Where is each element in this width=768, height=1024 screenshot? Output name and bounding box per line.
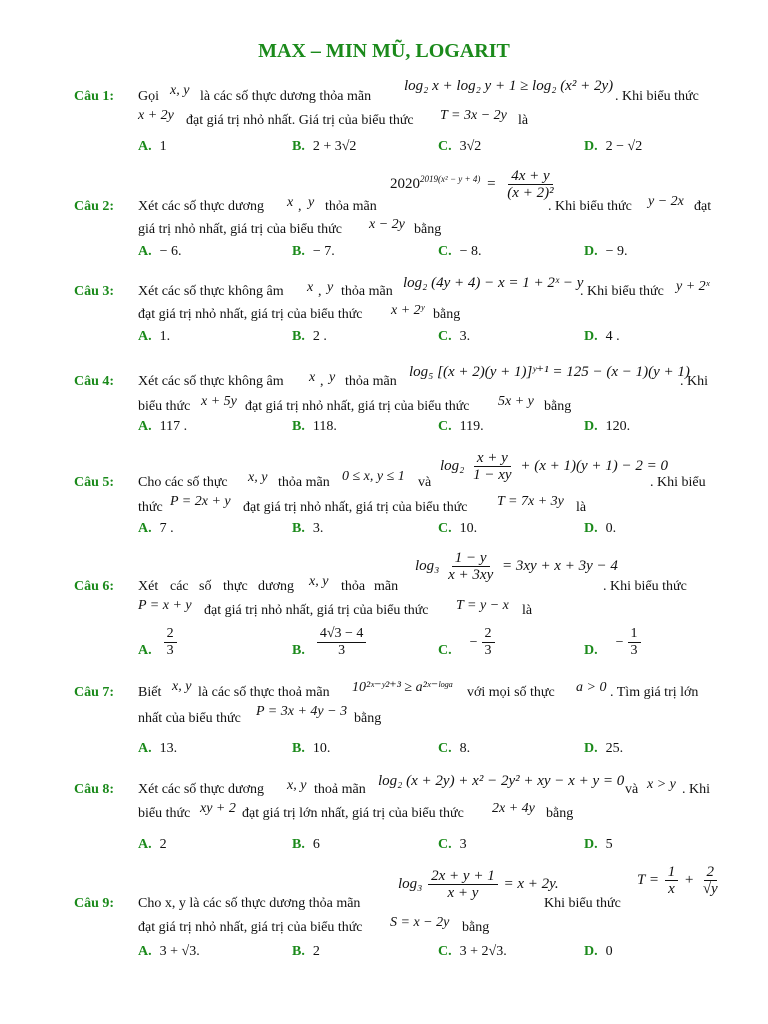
text: đạt giá trị nhỏ nhất, giá trị của biểu thức	[138, 307, 363, 322]
text: thực	[223, 579, 248, 594]
text: đạt	[694, 199, 712, 214]
text: thỏa mãn	[325, 199, 377, 214]
text: . Khi biểu thức	[603, 579, 687, 594]
text: với mọi số thực	[467, 685, 555, 700]
comma: ,	[320, 374, 324, 389]
text: biểu thức	[138, 399, 191, 414]
option-a[interactable]: A. 3 + √3.	[138, 944, 200, 959]
expression: 2x + 4y	[492, 801, 535, 816]
expression: y + 2ˣ	[676, 279, 710, 294]
question-label: Câu 8:	[74, 782, 115, 797]
expression: x + 2y	[138, 108, 174, 123]
variable-x: x	[307, 280, 314, 295]
text: là	[518, 113, 529, 128]
text: Xét	[138, 579, 159, 594]
option-c[interactable]: C. 3√2	[438, 139, 482, 154]
text: Xét các số thực không âm	[138, 284, 284, 299]
option-c[interactable]: C. 3 + 2√3.	[438, 944, 507, 959]
option-d[interactable]: D. 0.	[584, 521, 617, 536]
expression: P = x + y	[138, 598, 192, 613]
text: . Khi	[680, 374, 708, 389]
option-d[interactable]: D. 120.	[584, 419, 631, 434]
condition-formula: log₅ [(x + 2)(y + 1)]ʸ⁺¹ = 125 − (x − 1)(y + 1)	[409, 364, 690, 380]
text: bằng	[433, 307, 461, 322]
text: bằng	[414, 222, 442, 237]
condition-formula: log₂ (x + 2y) + x² − 2y² + xy − x + y = 0	[378, 773, 625, 789]
variable-x: x	[287, 195, 294, 210]
text: bằng	[354, 711, 382, 726]
text: . Khi biểu	[650, 475, 706, 490]
text: bằng	[546, 806, 574, 821]
option-c[interactable]: C. 10.	[438, 521, 478, 536]
text: đạt giá trị nhỏ nhất. Giá trị của biểu thức	[186, 113, 414, 128]
condition-formula: log₃ $\frac{2x + y + 1}{x + y}$ = x + 2y.	[398, 868, 559, 901]
option-a[interactable]: A. 117 .	[138, 419, 188, 434]
option-a[interactable]: A. 7 .	[138, 521, 174, 536]
question-label: Câu 2:	[74, 199, 115, 214]
expression: 5x + y	[498, 394, 534, 409]
option-d[interactable]: D. 0	[584, 944, 613, 959]
text: Khi biểu thức	[544, 896, 621, 911]
expression: x − 2y	[369, 217, 405, 232]
expression: y − 2x	[648, 194, 684, 209]
option-a[interactable]: A. − 6.	[138, 244, 182, 259]
option-d[interactable]: D. − 9.	[584, 244, 628, 259]
option-b[interactable]: B. 10.	[292, 741, 331, 756]
question-label: Câu 1:	[74, 89, 115, 104]
text: . Khi biểu thức	[580, 284, 664, 299]
text: thỏa	[341, 579, 366, 594]
condition-formula: log₂ x + log₂ y + 1 ≥ log₂ (x² + 2y)	[404, 78, 614, 94]
text: bằng	[544, 399, 572, 414]
option-a[interactable]: A. $\frac{2}{3}$	[138, 626, 179, 659]
variables: x, y	[172, 679, 192, 694]
expression: xy + 2	[200, 801, 236, 816]
question-label: Câu 5:	[74, 475, 115, 490]
option-c[interactable]: C. 119.	[438, 419, 484, 434]
variable-y: y	[329, 370, 336, 385]
target-expression: T = $\frac{1}{x}$ + $\frac{2}{√y}$	[637, 864, 718, 897]
text: là	[522, 603, 533, 618]
question-label: Câu 4:	[74, 374, 115, 389]
variable-x: x	[309, 370, 316, 385]
variables: x, y	[287, 778, 307, 793]
option-c[interactable]: C. − 8.	[438, 244, 482, 259]
text: đạt giá trị nhỏ nhất, giá trị của biểu thức	[243, 500, 468, 515]
comma: ,	[318, 284, 322, 299]
text: thỏa mãn	[345, 374, 397, 389]
expression: T = 3x − 2y	[440, 108, 507, 123]
option-c[interactable]: C. − $\frac{2}{3}$	[438, 626, 497, 659]
variables: x, y	[309, 574, 329, 589]
option-d[interactable]: D. 2 − √2	[584, 139, 643, 154]
text: thỏa mãn	[341, 284, 393, 299]
text: . Khi biểu thức	[548, 199, 632, 214]
text: Xét các số thực dương	[138, 199, 264, 214]
option-b[interactable]: B. 2 .	[292, 329, 327, 344]
option-c[interactable]: C. 8.	[438, 741, 471, 756]
text: đạt giá trị nhỏ nhất, giá trị của biểu thức	[138, 920, 363, 935]
text: thức	[138, 500, 163, 515]
variables: x, y	[248, 470, 268, 485]
condition-formula: 10²ˣ⁻ʸ²⁺³ ≥ a²ˣ⁻ˡᵒᵍᵃ	[352, 680, 454, 695]
question-label: Câu 9:	[74, 896, 115, 911]
question-label: Câu 3:	[74, 284, 115, 299]
expression: P = 3x + 4y − 3	[256, 704, 348, 719]
text: thỏa mãn	[278, 475, 330, 490]
text: bằng	[462, 920, 490, 935]
comma: ,	[298, 199, 302, 214]
text: biểu thức	[138, 806, 191, 821]
text: số	[199, 579, 212, 594]
constraint: x > y	[647, 777, 676, 792]
text: dương	[258, 579, 294, 594]
expression: P = 2x + y	[170, 494, 231, 509]
text: là các số thực dương thỏa mãn	[200, 89, 372, 104]
text: Cho các số thực	[138, 475, 228, 490]
text: . Khi	[682, 782, 710, 797]
text: các	[170, 579, 189, 594]
text: và	[625, 782, 639, 797]
option-d[interactable]: D. 5	[584, 837, 613, 852]
text: mãn	[374, 579, 399, 594]
text: Xét các số thực không âm	[138, 374, 284, 389]
option-d[interactable]: D. 25.	[584, 741, 624, 756]
option-c[interactable]: C. 3.	[438, 329, 471, 344]
text: là các số thực thoả mãn	[198, 685, 330, 700]
text: . Tìm giá trị lớn	[610, 685, 699, 700]
text: đạt giá trị nhỏ nhất, giá trị của biểu thức	[245, 399, 470, 414]
option-a[interactable]: A. 1	[138, 139, 167, 154]
condition-formula: $2020^{2019(x^2 - y + 4)}$ = $\frac{4x + y}{\text{(x + 2)²}}$	[390, 168, 554, 201]
condition-formula: log₃ $\frac{1 - y}{x + 3xy}$ = 3xy + x + 3y − 4	[415, 550, 618, 583]
option-a[interactable]: A. 13.	[138, 741, 178, 756]
option-b[interactable]: B. 6	[292, 837, 320, 852]
expression: x + 2ʸ	[391, 303, 425, 318]
variable-y: y	[327, 280, 334, 295]
option-b[interactable]: B. 3.	[292, 521, 324, 536]
text: và	[418, 475, 432, 490]
option-c[interactable]: C. 3	[438, 837, 467, 852]
condition-formula: log₂ (4y + 4) − x = 1 + 2ˣ − y	[403, 275, 584, 291]
option-a[interactable]: A. 2	[138, 837, 167, 852]
constraint: 0 ≤ x, y ≤ 1	[342, 469, 405, 484]
constraint: a > 0	[576, 680, 607, 695]
page-title: MAX – MIN MŨ, LOGARIT	[258, 40, 510, 62]
text: Cho x, y là các số thực dương thỏa mãn	[138, 896, 361, 911]
expression: T = 7x + 3y	[497, 494, 564, 509]
option-b[interactable]: B. 2 + 3√2	[292, 139, 357, 154]
option-d[interactable]: D. 4 .	[584, 329, 620, 344]
expression: x + 5y	[201, 394, 237, 409]
option-d[interactable]: D. − $\frac{1}{3}$	[584, 626, 643, 659]
option-b[interactable]: B. 2	[292, 944, 320, 959]
option-b[interactable]: B. 118.	[292, 419, 337, 434]
text: giá trị nhỏ nhất, giá trị của biểu thức	[138, 222, 342, 237]
text: nhất của biểu thức	[138, 711, 241, 726]
text: đạt giá trị lớn nhất, giá trị của biểu thức	[242, 806, 464, 821]
option-b[interactable]: B. − 7.	[292, 244, 335, 259]
condition-formula: log₂ $\frac{x + y}{1 - xy}$ + (x + 1)(y + 1) − 2 = 0	[440, 450, 668, 483]
option-b[interactable]: B. $\frac{4√3 - 4}{3}$	[292, 626, 368, 659]
text: là	[576, 500, 587, 515]
text: đạt giá trị nhỏ nhất, giá trị của biểu thức	[204, 603, 429, 618]
text: Gọi	[138, 89, 159, 104]
variables: x, y	[170, 83, 190, 98]
question-label: Câu 7:	[74, 685, 115, 700]
text: thoả mãn	[314, 782, 366, 797]
expression: T = y − x	[456, 598, 509, 613]
expression: S = x − 2y	[390, 915, 450, 930]
variable-y: y	[308, 195, 315, 210]
text: Biết	[138, 685, 162, 700]
option-a[interactable]: A. 1.	[138, 329, 171, 344]
text: . Khi biểu thức	[615, 89, 699, 104]
text: Xét các số thực dương	[138, 782, 264, 797]
question-label: Câu 6:	[74, 579, 115, 594]
